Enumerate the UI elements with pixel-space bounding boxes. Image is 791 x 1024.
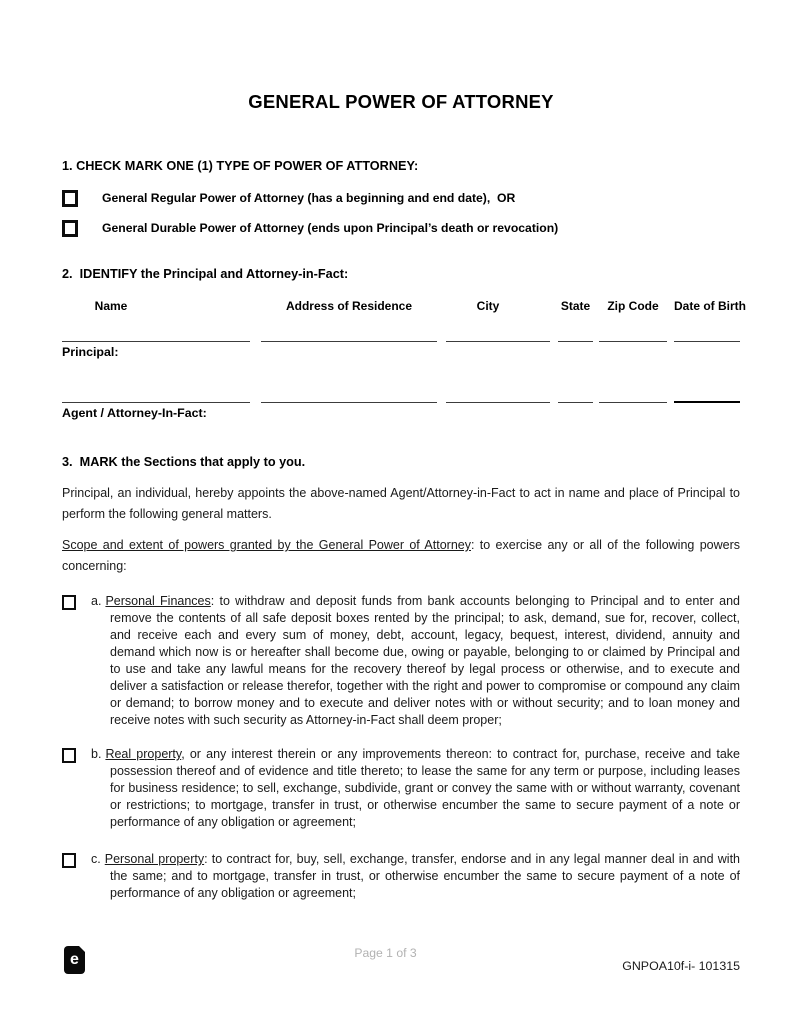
- principal-zip-field[interactable]: [599, 314, 667, 342]
- identification-column-headers: [62, 299, 746, 314]
- personal-finances-checkbox[interactable]: [62, 595, 76, 610]
- section1-heading: 1. CHECK MARK ONE (1) TYPE OF POWER OF ATTORNEY:: [62, 159, 419, 173]
- principal-dob-field[interactable]: [674, 314, 740, 342]
- power-item-personal-finances: [62, 593, 740, 729]
- item-b-term: Real property: [105, 747, 182, 761]
- durable-poa-checkbox[interactable]: [62, 220, 78, 237]
- agent-name-field[interactable]: [62, 360, 250, 403]
- agent-zip-field[interactable]: [599, 360, 667, 403]
- personal-property-checkbox[interactable]: [62, 853, 76, 868]
- principal-city-field[interactable]: [446, 314, 550, 342]
- column-header-zip: Zip Code: [607, 299, 659, 313]
- document-title: GENERAL POWER OF ATTORNEY: [248, 91, 554, 112]
- agent-row-fields: [62, 360, 740, 403]
- poa-type-option-regular: [62, 190, 740, 207]
- agent-dob-field[interactable]: [674, 360, 740, 403]
- item-b-label: b.: [91, 747, 102, 761]
- scope-paragraph: [62, 535, 740, 576]
- regular-poa-label: General Regular Power of Attorney (has a beginning and end date), OR: [102, 191, 516, 205]
- real-property-checkbox[interactable]: [62, 748, 76, 763]
- durable-poa-label: General Durable Power of Attorney (ends upon Principal’s death or revocation): [102, 221, 559, 235]
- principal-name-field[interactable]: [62, 314, 250, 342]
- item-b-body: , or any interest therein or any improvements thereon: to contract for, purchase, receive and take possession thereof and of evidence and title thereto; to lease the same for any term or purpose, including leases for business residence; to sell, exchange, subdivide, grant or convey the same with or without warranty, covenant or restrictions; to mortgage, transfer in trust, or otherwise encumber the same to secure payment of a note or performance of any obligation or agreement;: [110, 747, 740, 829]
- item-c-label: c.: [91, 852, 101, 866]
- item-a-label: a.: [91, 594, 102, 608]
- section2-heading: 2. IDENTIFY the Principal and Attorney-in-Fact:: [62, 267, 349, 281]
- agent-city-field[interactable]: [446, 360, 550, 403]
- item-a-term: Personal Finances: [105, 594, 211, 608]
- real-property-text: [91, 746, 740, 831]
- scope-rest-text: : to exercise any or all of the following powers concerning:: [62, 538, 740, 573]
- eforms-document-logo: e: [64, 946, 85, 974]
- column-header-dob: Date of Birth: [674, 299, 746, 313]
- item-c-term: Personal property: [104, 852, 205, 866]
- principal-address-field[interactable]: [261, 314, 437, 342]
- section3-heading: 3. MARK the Sections that apply to you.: [62, 455, 306, 469]
- document-code: GNPOA10f-i- 101315: [622, 959, 740, 973]
- principal-state-field[interactable]: [558, 314, 593, 342]
- personal-property-text: [91, 851, 740, 902]
- item-c-body: : to contract for, buy, sell, exchange, transfer, endorse and in any legal manner deal in and with the same; and to mortgage, transfer in trust, or otherwise encumber the same to secure payment of a note of performance of any obligation or agreement;: [110, 852, 740, 900]
- agent-row-label: Agent / Attorney-In-Fact:: [62, 406, 207, 420]
- personal-finances-text: [91, 593, 740, 729]
- column-header-city: City: [476, 299, 500, 313]
- column-header-address: Address of Residence: [285, 299, 413, 313]
- power-item-real-property: [62, 746, 740, 831]
- column-header-name: Name: [94, 299, 128, 313]
- item-a-body: : to withdraw and deposit funds from bank accounts belonging to Principal and to enter and remove the contents of all safe deposit boxes rented by the principal; to ask, demand, sue for, recover, collect, and receive each and every sum of money, debt, account, legacy, bequest, interest, dividend, annuity and demand which now is or hereafter shall become due, owing or payable, belonging to or claimed by Principal and to use and take any lawful means for the recovery thereof by legal process or otherwise, and to execute and deliver a satisfaction or release therefor, together with the right and power to compromise or compound any claim or demand; to borrow money and to execute and deliver notes with or without security; and to loan money and receive notes with such security as Attorney-in-Fact shall deem proper;: [110, 594, 741, 727]
- page-number: Page 1 of 3: [354, 946, 417, 960]
- regular-poa-checkbox[interactable]: [62, 190, 78, 207]
- principal-row-fields: [62, 314, 740, 342]
- poa-type-option-durable: [62, 220, 740, 237]
- scope-underlined-text: Scope and extent of powers granted by the General Power of Attorney: [62, 538, 471, 552]
- principal-row-label: Principal:: [62, 345, 119, 359]
- column-header-state: State: [560, 299, 591, 313]
- agent-address-field[interactable]: [261, 360, 437, 403]
- document-content: [62, 0, 746, 902]
- power-item-personal-property: [62, 851, 740, 902]
- appointment-paragraph: Principal, an individual, hereby appoints the above-named Agent/Attorney-in-Fact to act in name and place of Principal to perform the following general matters.: [62, 486, 740, 521]
- agent-state-field[interactable]: [558, 360, 593, 403]
